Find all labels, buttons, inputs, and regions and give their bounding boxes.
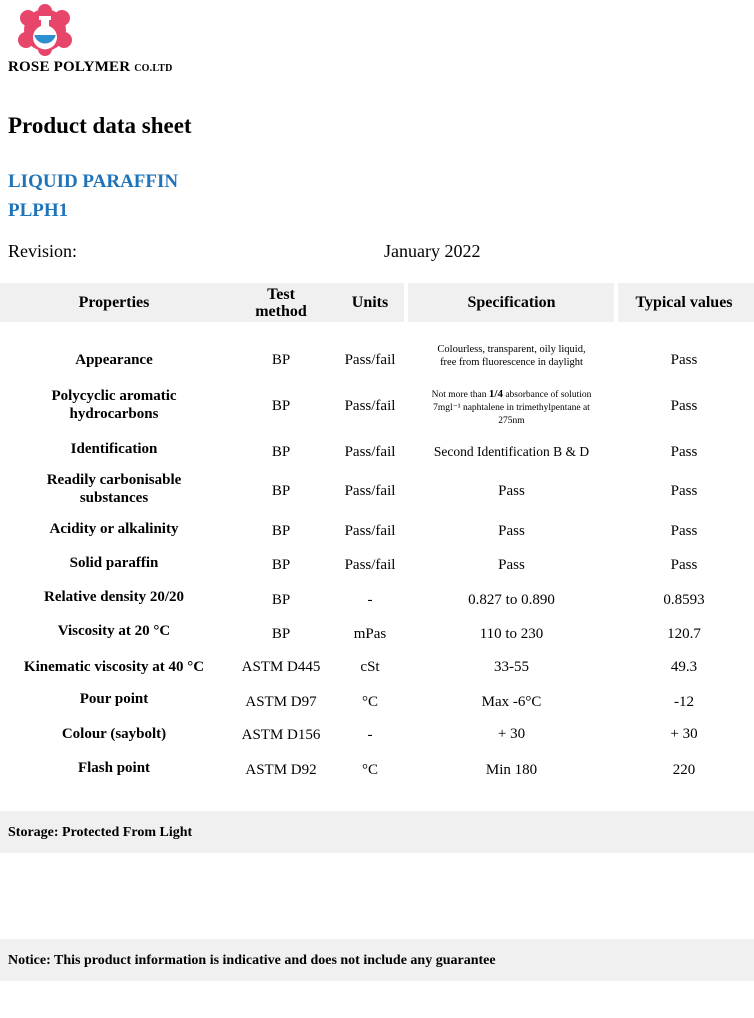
- company-logo: [16, 4, 74, 56]
- table-row-specification: 33-55: [494, 659, 529, 675]
- revision-value: January 2022: [384, 241, 481, 261]
- table-row-property: Flash point: [77, 760, 151, 776]
- table-row-test-method: BP: [271, 483, 291, 499]
- table-row-test-method: ASTM D92: [245, 762, 317, 778]
- table-row-specification: Pass: [498, 557, 525, 573]
- table-row-typical-value: + 30: [670, 726, 698, 742]
- document-title: Product data sheet: [8, 113, 192, 138]
- table-row-test-method: BP: [271, 398, 291, 414]
- table-row-property: Kinematic viscosity at 40 °C: [23, 659, 205, 675]
- table-row-property: Colour (saybolt): [61, 726, 167, 742]
- table-row-test-method: ASTM D156: [241, 727, 321, 743]
- table-row-property: Polycyclic aromatic hydrocarbons: [51, 388, 177, 422]
- table-row-property: Appearance: [75, 352, 153, 368]
- table-row-units: °C: [361, 694, 378, 710]
- table-row-units: Pass/fail: [344, 557, 396, 573]
- table-row-specification: Colourless, transparent, oily liquid, free from fluorescence in daylight: [437, 344, 586, 368]
- table-row-typical-value: 220: [672, 762, 696, 778]
- table-row-specification: Pass: [498, 483, 525, 499]
- product-name: LIQUID PARAFFIN: [8, 171, 179, 192]
- header-typical-values: Typical values: [635, 294, 733, 311]
- table-row-specification: Pass: [498, 523, 525, 539]
- table-row-units: cSt: [360, 659, 380, 675]
- header-properties: Properties: [78, 294, 150, 311]
- table-row-typical-value: Pass: [670, 444, 698, 460]
- table-row-typical-value: Pass: [670, 523, 698, 539]
- company-name: ROSE POLYMER CO.LTD: [8, 59, 173, 75]
- table-row-units: mPas: [353, 626, 387, 642]
- table-row-property: Solid paraffin: [69, 555, 159, 571]
- table-row-property: Acidity or alkalinity: [49, 521, 179, 537]
- table-row-units: °C: [361, 762, 378, 778]
- table-row-test-method: BP: [271, 523, 291, 539]
- table-row-units: Pass/fail: [344, 523, 396, 539]
- table-row-test-method: ASTM D445: [241, 659, 321, 675]
- table-row-test-method: BP: [271, 592, 291, 608]
- header-test-method: Test method: [255, 285, 307, 320]
- header-units: Units: [351, 294, 389, 311]
- table-row-specification: Min 180: [485, 762, 538, 778]
- fraction-quarter: 1/4: [488, 388, 503, 400]
- table-row-specification: + 30: [497, 726, 526, 742]
- revision-label: Revision:: [8, 241, 78, 261]
- table-row-specification: Second Identification B & D: [433, 444, 590, 459]
- table-row-typical-value: Pass: [670, 352, 698, 368]
- table-row-specification: Max -6°C: [481, 694, 542, 710]
- table-row-property: Pour point: [79, 691, 149, 707]
- table-row-units: Pass/fail: [344, 352, 396, 368]
- notice-note: Notice: This product information is indicative and does not include any guarantee: [8, 953, 496, 968]
- table-row-property: Viscosity at 20 °C: [57, 623, 171, 639]
- table-row-typical-value: 49.3: [670, 659, 698, 675]
- table-row-property: Readily carbonisable substances: [46, 472, 182, 506]
- table-row-units: Pass/fail: [344, 483, 396, 499]
- table-row-units: -: [367, 727, 373, 743]
- table-row-typical-value: Pass: [670, 483, 698, 499]
- table-row-units: -: [367, 592, 373, 608]
- table-row-units: Pass/fail: [344, 398, 396, 414]
- table-row-test-method: BP: [271, 626, 291, 642]
- table-row-test-method: BP: [271, 557, 291, 573]
- table-row-specification: 110 to 230: [479, 626, 544, 642]
- table-row-typical-value: Pass: [670, 557, 698, 573]
- product-code: PLPH1: [8, 200, 69, 221]
- table-row-property: Identification: [70, 441, 158, 457]
- table-row-typical-value: 120.7: [667, 626, 701, 642]
- table-row-specification: Not more than 1/4 absorbance of solution 7mgl⁻¹ naphtalene in trimethylpentane at 275nm: [431, 388, 592, 426]
- table-row-test-method: ASTM D97: [245, 694, 317, 710]
- table-row-property: Relative density 20/20: [44, 589, 184, 605]
- table-row-specification: 0.827 to 0.890: [468, 592, 555, 608]
- table-row-test-method: BP: [271, 444, 291, 460]
- table-row-test-method: BP: [271, 352, 291, 368]
- header-specification: Specification: [467, 294, 556, 311]
- storage-note: Storage: Protected From Light: [8, 825, 193, 840]
- table-row-typical-value: 0.8593: [663, 592, 705, 608]
- table-row-typical-value: -12: [674, 694, 694, 710]
- table-row-typical-value: Pass: [670, 398, 698, 414]
- table-row-units: Pass/fail: [344, 444, 396, 460]
